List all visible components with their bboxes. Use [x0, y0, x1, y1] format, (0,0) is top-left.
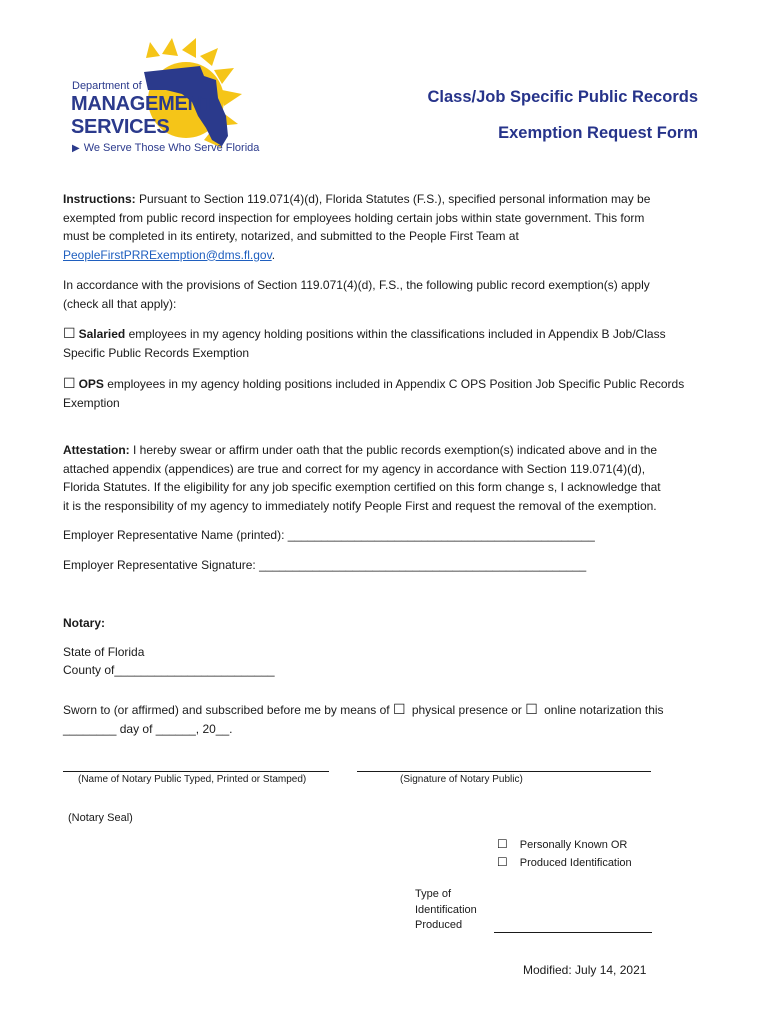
email-end: . — [271, 247, 276, 262]
attestation-line1 — [63, 441, 713, 460]
instructions-line3: must be completed in its entirety, notarized, and submitted to the People First Team at — [63, 229, 519, 243]
personally-known-row — [497, 836, 632, 854]
logo-management-services — [71, 93, 214, 139]
attestation-line2: attached appendix (appendices) are true and correct for my agency in accordance with Section 119.071(4)(d), — [63, 461, 646, 476]
sworn-text-b: physical presence or — [408, 703, 526, 717]
sworn-line1 — [63, 700, 723, 720]
salaried-line2: Specific Public Records Exemption — [63, 345, 250, 360]
notary-seal: (Notary Seal) — [68, 812, 133, 824]
form-title-line2: Exemption Request Form — [498, 124, 698, 142]
notary-name-caption: (Name of Notary Public Typed, Printed or Stamped) — [78, 774, 307, 785]
checkbox-icon[interactable]: ☐ — [63, 375, 76, 391]
personally-known-label: Personally Known OR — [519, 839, 628, 851]
attestation-line4: it is the responsibility of my agency to immediately notify People First and request the removal of the exemption. — [63, 498, 657, 513]
salaried-text1: employees in my agency holding positions within the classifications included in Appendix B Job/Class — [125, 327, 666, 341]
logo-department-of: Department of — [72, 80, 142, 92]
attestation-label: Attestation: — [63, 443, 130, 457]
instructions-line4 — [63, 246, 713, 265]
logo-tagline — [72, 142, 259, 154]
checkbox-icon[interactable]: ☐ — [63, 325, 76, 341]
notary-county-field[interactable]: County of________________________ — [63, 663, 275, 677]
checkbox-icon[interactable]: ☐ — [525, 701, 538, 717]
instructions-block — [63, 190, 713, 264]
instructions-line2: exempted from public record inspection for employees holding certain jobs within state government. This form — [63, 210, 645, 225]
employer-name-field[interactable]: Employer Representative Name (printed): ______________________________________________ — [63, 528, 595, 542]
arrow-right-icon: ▶ — [72, 143, 80, 154]
checkbox-icon[interactable]: ☐ — [392, 701, 406, 717]
ops-line2: Exemption — [63, 395, 120, 410]
logo-management: MANAGEMENT — [71, 93, 214, 115]
ops-text1: employees in my agency holding positions included in Appendix C OPS Position Job Specific Public Records — [103, 377, 685, 391]
checkbox-icon[interactable]: ☐ — [497, 855, 508, 869]
salaried-label: Salaried — [78, 327, 126, 341]
ops-label: OPS — [78, 377, 104, 391]
sworn-text-a: Sworn to (or affirmed) and subscribed before me by means of — [63, 703, 393, 717]
logo-tagline-text: We Serve Those Who Serve Florida — [83, 142, 260, 154]
attestation-block — [63, 441, 713, 515]
produced-id-row — [497, 854, 632, 872]
salaried-line1 — [63, 324, 713, 344]
accordance-line2: (check all that apply): — [63, 296, 177, 311]
sworn-line2: ________ day of ______, 20__. — [63, 721, 233, 736]
notary-state: State of Florida — [63, 645, 145, 659]
modified-date: Modified: July 14, 2021 — [523, 963, 647, 977]
identification-options — [497, 836, 632, 872]
accordance-block — [63, 276, 713, 313]
notary-name-line[interactable] — [63, 771, 329, 772]
ops-option — [63, 374, 713, 412]
instructions-label: Instructions: — [63, 192, 136, 206]
ops-line1 — [63, 374, 713, 394]
type-of-label: Type of — [415, 888, 452, 900]
identification-label: Identification — [415, 903, 477, 916]
attestation-text1: I hereby swear or affirm under oath that the public records exemption(s) indicated above and in the — [129, 443, 658, 457]
salaried-option — [63, 324, 713, 362]
accordance-line1: In accordance with the provisions of Section 119.071(4)(d), F.S., the following public record exemption(s) apply — [63, 278, 650, 292]
email-link[interactable]: PeopleFirstPRRExemption@dms.fl.gov — [63, 247, 272, 262]
instructions-line1 — [63, 190, 713, 209]
identification-type-line[interactable] — [494, 932, 652, 933]
notary-heading: Notary: — [63, 616, 106, 630]
type-of-identification — [415, 887, 477, 934]
instructions-text1: Pursuant to Section 119.071(4)(d), Florida Statutes (F.S.), specified personal information may be — [135, 192, 651, 206]
notary-signature-line[interactable] — [357, 771, 651, 772]
produced-id-label: Produced Identification — [519, 857, 632, 869]
sworn-text-c: online notarization this — [540, 703, 664, 717]
logo-services: SERVICES — [71, 116, 170, 138]
employer-signature-field[interactable]: Employer Representative Signature: _________________________________________________ — [63, 558, 587, 572]
checkbox-icon[interactable]: ☐ — [497, 837, 508, 851]
form-title-line1: Class/Job Specific Public Records — [427, 88, 698, 106]
attestation-line3: Florida Statutes. If the eligibility for any job specific exemption certified on this form change s, I acknowledge that — [63, 480, 661, 494]
notary-signature-caption: (Signature of Notary Public) — [400, 774, 523, 785]
produced-label: Produced — [415, 919, 463, 931]
sworn-block — [63, 700, 723, 738]
